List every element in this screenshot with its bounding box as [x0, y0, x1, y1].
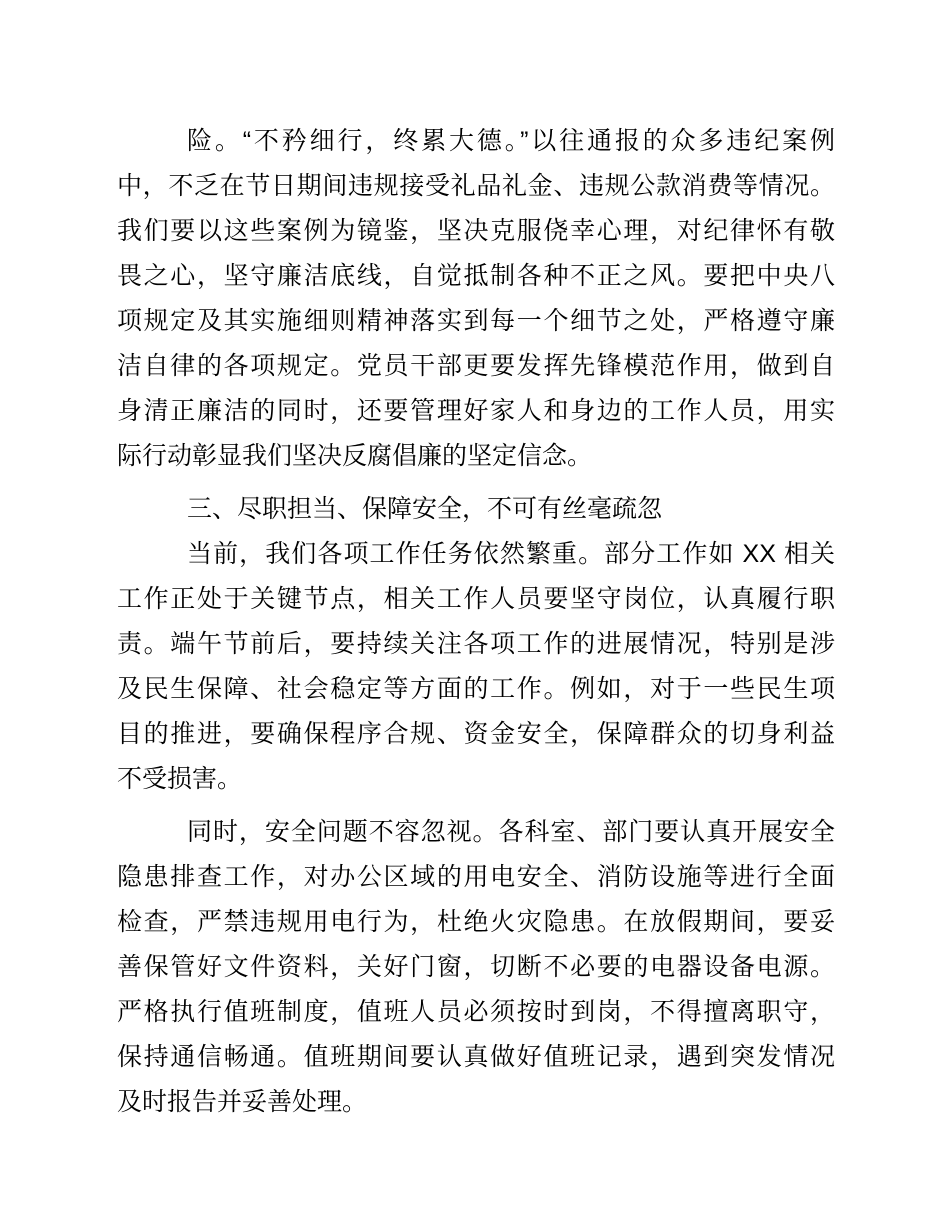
- text-line: 善保管好文件资料，关好门窗，切断不必要的电器设备电源。: [117, 953, 835, 981]
- text-line: 中，不乏在节日期间违规接受礼品礼金、违规公款消费等情况。: [117, 172, 835, 200]
- document-body: [117, 119, 835, 1125]
- text-line: 当前，我们各项工作任务依然繁重。部分工作如 XX 相关: [187, 540, 835, 568]
- text-line: 目的推进，要确保程序合规、资金安全，保障群众的切身利益: [117, 720, 835, 748]
- text-line: 及民生保障、社会稳定等方面的工作。例如，对于一些民生项: [117, 675, 835, 703]
- text-line: 畏之心，坚守廉洁底线，自觉抵制各种不正之风。要把中央八: [117, 262, 835, 290]
- text-line: 及时报告并妥善处理。: [117, 1088, 368, 1116]
- text-line: 同时，安全问题不容忽视。各科室、部门要认真开展安全: [187, 818, 835, 846]
- body-paragraph: [117, 810, 835, 1125]
- text-line: 隐患排查工作，对办公区域的用电安全、消防设施等进行全面: [117, 863, 835, 891]
- body-paragraph: [117, 119, 835, 479]
- text-line: 责。端午节前后，要持续关注各项工作的进展情况，特别是涉: [117, 630, 835, 658]
- body-paragraph: [117, 532, 835, 802]
- text-line: 项规定及其实施细则精神落实到每一个细节之处，严格遵守廉: [117, 307, 835, 335]
- text-line: 际行动彰显我们坚决反腐倡廉的坚定信念。: [117, 442, 593, 470]
- text-line: 不受损害。: [117, 765, 243, 793]
- text-line: 保持通信畅通。值班期间要认真做好值班记录，遇到突发情况: [117, 1043, 835, 1071]
- text-line: 严格执行值班制度，值班人员必须按时到岗，不得擅离职守，: [117, 998, 835, 1026]
- text-line: 检查，严禁违规用电行为，杜绝火灾隐患。在放假期间，要妥: [117, 908, 835, 936]
- text-line: 工作正处于关键节点，相关工作人员要坚守岗位，认真履行职: [117, 585, 835, 613]
- section-heading: [117, 487, 835, 532]
- heading-line: 三、尽职担当、保障安全，不可有丝毫疏忽: [187, 495, 663, 523]
- text-line: 洁自律的各项规定。党员干部更要发挥先锋模范作用，做到自: [117, 352, 835, 380]
- text-line: 身清正廉洁的同时，还要管理好家人和身边的工作人员，用实: [117, 397, 835, 425]
- text-line: 险。“不矜细行，终累大德。”以往通报的众多违纪案例: [187, 127, 835, 155]
- text-line: 我们要以这些案例为镜鉴，坚决克服侥幸心理，对纪律怀有敬: [117, 217, 835, 245]
